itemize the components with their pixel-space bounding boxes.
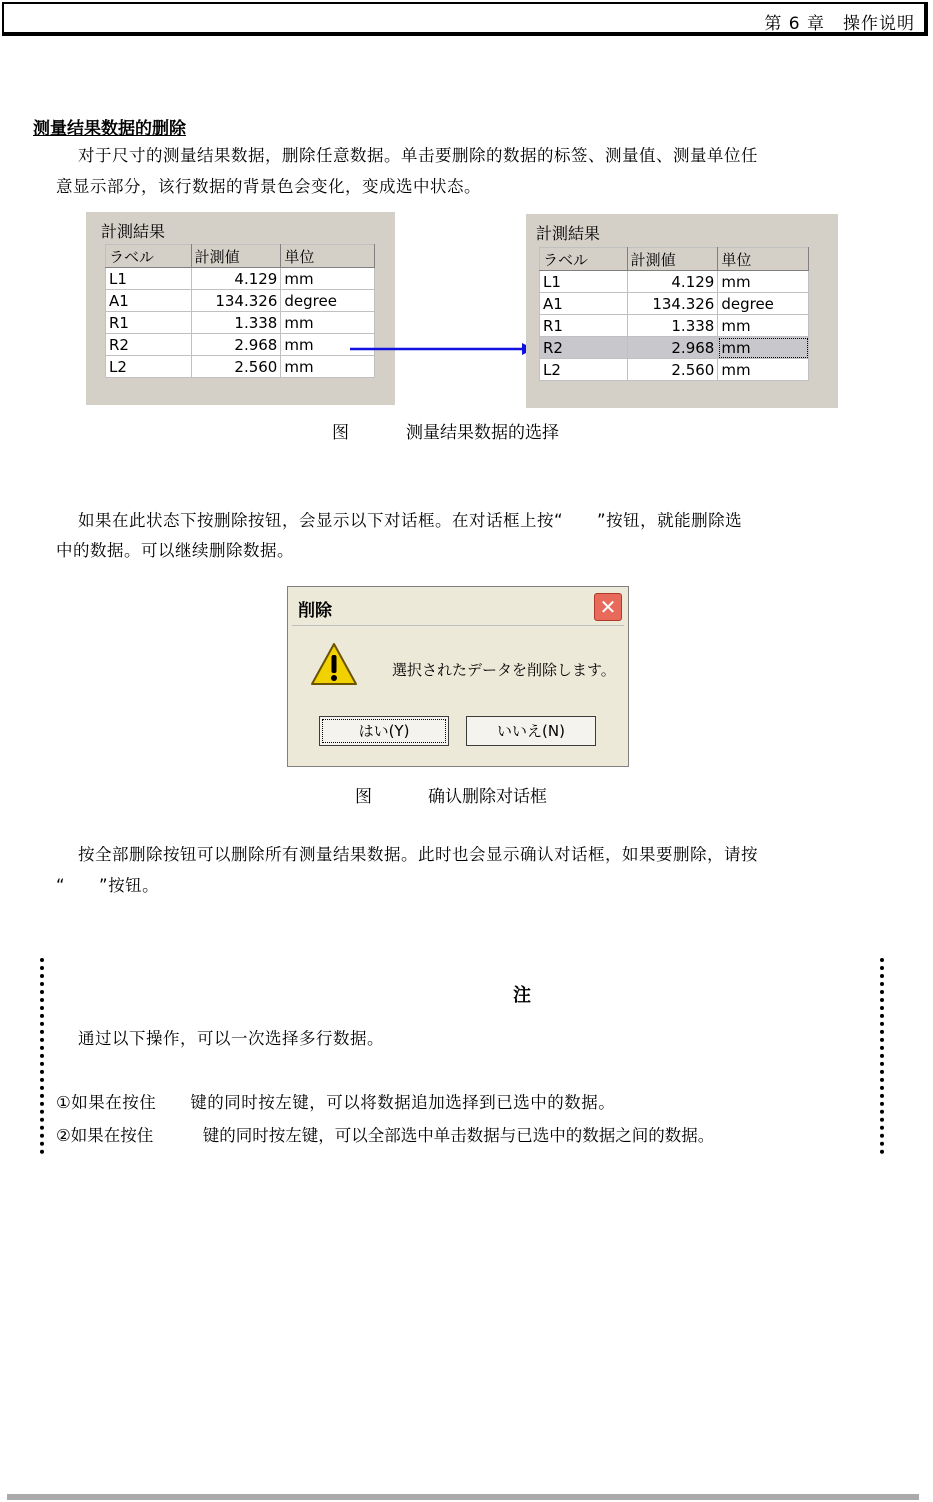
table-row[interactable] — [106, 334, 375, 356]
measurement-table — [539, 247, 809, 381]
figure-2-caption: 确认删除对话框 — [428, 787, 547, 807]
delete-confirm-dialog — [287, 586, 629, 767]
cell-unit[interactable]: mm — [718, 337, 809, 359]
table-row[interactable] — [540, 293, 809, 315]
cell-value[interactable]: 134.326 — [627, 293, 718, 315]
dialog-body — [292, 625, 624, 762]
table-row[interactable] — [106, 268, 375, 290]
paragraph-1-line-1: 对于尺寸的测量结果数据，删除任意数据。单击要删除的数据的标签、测量值、测量单位任 — [78, 146, 758, 165]
figure-1-label: 图 — [332, 423, 349, 443]
figure-2-label: 图 — [355, 787, 372, 807]
cell-label[interactable]: L1 — [106, 268, 192, 290]
column-header-value[interactable]: 計測値 — [627, 248, 718, 271]
paragraph-2-line-1: 如果在此状态下按删除按钮，会显示以下对话框。在对话框上按“ ”按钮，就能删除选 — [78, 511, 743, 530]
cell-unit[interactable]: degree — [281, 290, 375, 312]
cell-label[interactable]: A1 — [106, 290, 192, 312]
measurement-panel-after — [526, 214, 838, 408]
note-title: 注 — [513, 985, 531, 1006]
cell-unit[interactable]: mm — [281, 268, 375, 290]
no-button[interactable]: いいえ(N) — [466, 716, 596, 746]
cell-value[interactable]: 2.560 — [627, 359, 718, 381]
cell-value[interactable]: 4.129 — [627, 271, 718, 293]
dialog-message: 選択されたデータを削除します。 — [392, 661, 616, 679]
table-row[interactable] — [540, 359, 809, 381]
figure-1-caption: 测量结果数据的选择 — [406, 423, 559, 443]
dialog-titlebar[interactable] — [288, 587, 628, 625]
cell-label[interactable]: R2 — [106, 334, 192, 356]
close-icon[interactable]: ✕ — [594, 593, 622, 621]
panel-title: 計測結果 — [101, 222, 166, 241]
panel-title: 計測結果 — [536, 224, 601, 243]
cell-value[interactable]: 2.968 — [191, 334, 281, 356]
note-item-1: ①如果在按住 键的同时按左键，可以将数据追加选择到已选中的数据。 — [56, 1093, 616, 1112]
cell-value[interactable]: 2.560 — [191, 356, 281, 378]
cell-label[interactable]: R2 — [540, 337, 628, 359]
table-row[interactable] — [540, 271, 809, 293]
warning-icon — [310, 642, 358, 688]
dialog-title: 削除 — [298, 601, 332, 621]
column-header-value[interactable]: 計測値 — [191, 245, 281, 268]
column-header-label[interactable]: ラベル — [106, 245, 192, 268]
cell-unit[interactable]: mm — [281, 312, 375, 334]
cell-label[interactable]: A1 — [540, 293, 628, 315]
table-row[interactable] — [540, 315, 809, 337]
cell-value[interactable]: 134.326 — [191, 290, 281, 312]
table-row[interactable] — [106, 290, 375, 312]
cell-label[interactable]: R1 — [540, 315, 628, 337]
table-row[interactable] — [106, 356, 375, 378]
section-title: 测量结果数据的删除 — [33, 119, 186, 139]
cell-value[interactable]: 4.129 — [191, 268, 281, 290]
yes-button[interactable]: はい(Y) — [319, 716, 449, 746]
column-header-unit[interactable]: 単位 — [718, 248, 809, 271]
paragraph-3-line-1: 按全部删除按钮可以删除所有测量结果数据。此时也会显示确认对话框，如果要删除，请按 — [78, 845, 758, 864]
cell-unit[interactable]: mm — [281, 334, 375, 356]
cell-unit[interactable]: mm — [718, 359, 809, 381]
note-item-2: ②如果在按住 键的同时按左键，可以全部选中单击数据与已选中的数据之间的数据。 — [56, 1126, 715, 1145]
cell-unit[interactable]: mm — [718, 271, 809, 293]
note-intro: 通过以下操作，可以一次选择多行数据。 — [78, 1029, 384, 1048]
cell-value[interactable]: 1.338 — [191, 312, 281, 334]
cell-label[interactable]: R1 — [106, 312, 192, 334]
column-header-label[interactable]: ラベル — [540, 248, 628, 271]
cell-label[interactable]: L1 — [540, 271, 628, 293]
paragraph-2-line-2: 中的数据。可以继续删除数据。 — [56, 541, 294, 560]
table-header-row — [540, 248, 809, 271]
cell-unit[interactable]: mm — [718, 315, 809, 337]
table-row-selected[interactable] — [540, 337, 809, 359]
measurement-table — [105, 244, 375, 378]
cell-unit[interactable]: degree — [718, 293, 809, 315]
chapter-title: 第 6 章 操作说明 — [764, 14, 915, 34]
paragraph-1-line-2: 意显示部分，该行数据的背景色会变化，变成选中状态。 — [56, 177, 481, 196]
selection-arrow-icon — [348, 340, 538, 358]
cell-label[interactable]: L2 — [540, 359, 628, 381]
cell-value[interactable]: 2.968 — [627, 337, 718, 359]
column-header-unit[interactable]: 単位 — [281, 245, 375, 268]
cell-label[interactable]: L2 — [106, 356, 192, 378]
table-header-row — [106, 245, 375, 268]
measurement-panel-before — [86, 212, 395, 405]
table-row[interactable] — [106, 312, 375, 334]
paragraph-3-line-2: “ ”按钮。 — [56, 876, 160, 895]
cell-value[interactable]: 1.338 — [627, 315, 718, 337]
cell-unit[interactable]: mm — [281, 356, 375, 378]
footer-bar — [7, 1494, 919, 1500]
